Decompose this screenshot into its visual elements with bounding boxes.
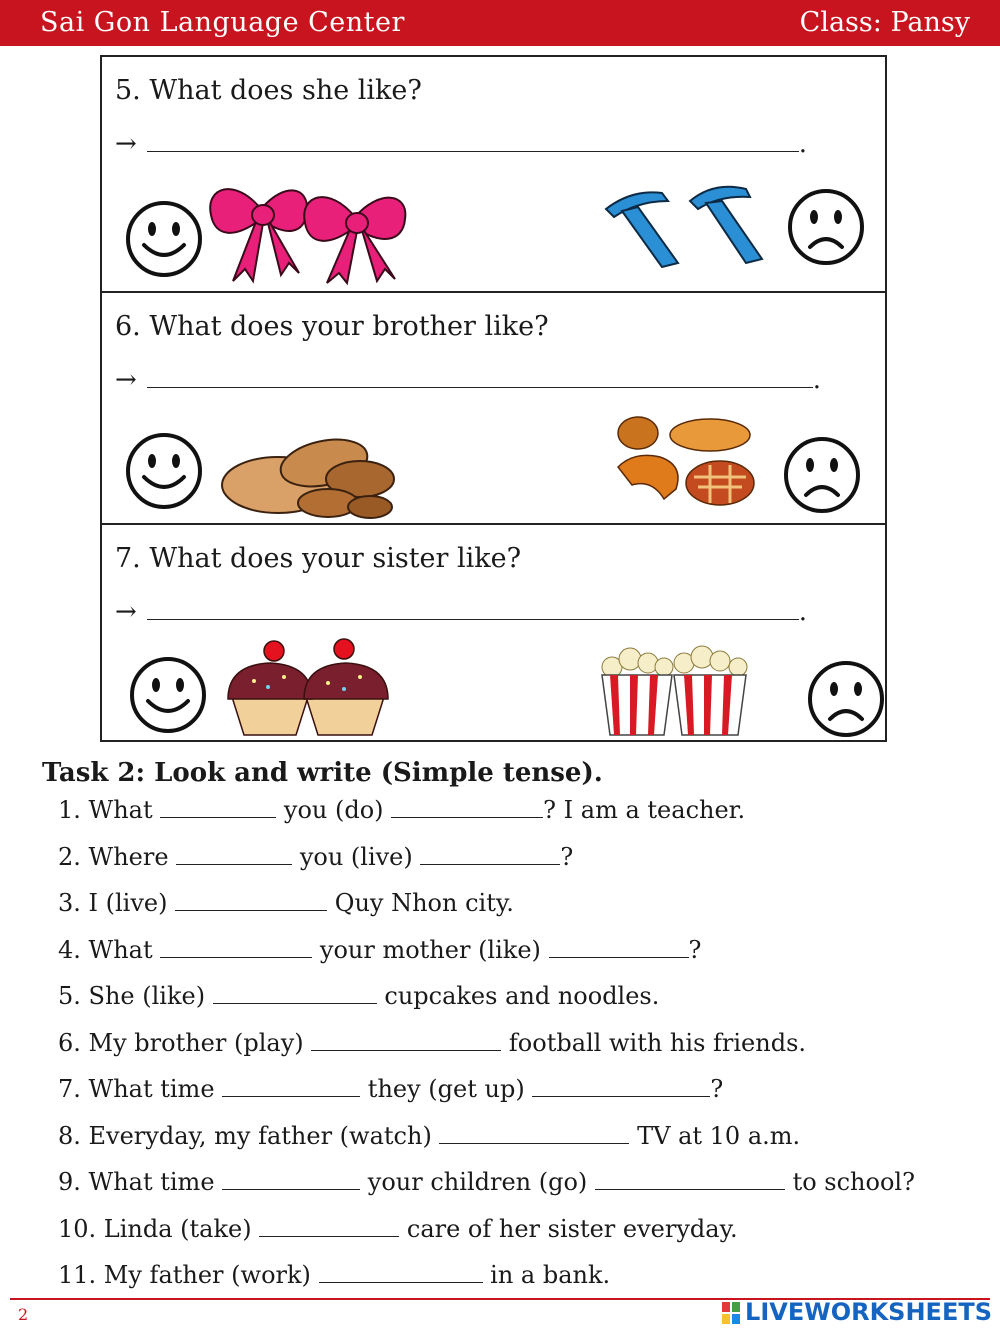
item-text: you (live)	[299, 843, 413, 871]
answer-blank[interactable]	[147, 129, 799, 152]
bow-icon	[205, 177, 413, 285]
liveworksheets-icon	[721, 1301, 741, 1325]
question-cell-5	[102, 57, 885, 291]
item-text: your children (go)	[367, 1168, 588, 1196]
page-number: 2	[18, 1305, 29, 1324]
cupcakes-icon	[224, 637, 392, 737]
item-text: care of her sister everyday.	[406, 1215, 738, 1243]
answer-blank[interactable]	[213, 985, 377, 1004]
answer-blank[interactable]	[147, 365, 813, 388]
item-text: they (get up)	[367, 1075, 525, 1103]
exercise-item-7	[58, 1075, 723, 1103]
answer-blank[interactable]	[176, 846, 292, 865]
item-text: TV at 10 a.m.	[637, 1122, 801, 1150]
question-text: 6. What does your brother like?	[115, 311, 549, 342]
item-text: 4. What	[58, 936, 153, 964]
answer-blank[interactable]	[549, 939, 689, 958]
question-text: 7. What does your sister like?	[115, 543, 522, 574]
header-bar	[0, 0, 1000, 46]
answer-blank[interactable]	[259, 1218, 399, 1237]
item-text: 5. She (like)	[58, 982, 206, 1010]
exercise-item-8	[58, 1122, 800, 1150]
question-cell-7	[102, 523, 885, 740]
sad-face-icon	[782, 435, 862, 515]
item-text: 6. My brother (play)	[58, 1029, 304, 1057]
answer-blank[interactable]	[391, 799, 543, 818]
answer-blank[interactable]	[147, 597, 799, 620]
exercise-item-3	[58, 889, 514, 917]
exercise-item-9	[58, 1168, 915, 1196]
item-text: ?	[688, 936, 702, 964]
question-cell-6	[102, 291, 885, 523]
item-text: to school?	[792, 1168, 915, 1196]
exercise-item-6	[58, 1029, 806, 1057]
item-text: 2. Where	[58, 843, 169, 871]
answer-blank[interactable]	[222, 1078, 360, 1097]
answer-line	[115, 129, 807, 159]
period: .	[798, 129, 808, 159]
almonds-icon	[220, 429, 400, 521]
answer-blank[interactable]	[160, 939, 312, 958]
brand-text: LIVEWORKSHEETS	[745, 1298, 992, 1326]
item-text: you (do)	[283, 796, 384, 824]
smiley-face-icon	[128, 655, 208, 735]
answer-blank[interactable]	[532, 1078, 710, 1097]
popcorn-icon	[598, 645, 750, 737]
item-text: 9. What time	[58, 1168, 215, 1196]
item-text: 10. Linda (take)	[58, 1215, 252, 1243]
exercise-item-1	[58, 796, 745, 824]
answer-blank[interactable]	[222, 1171, 360, 1190]
smiley-face-icon	[124, 199, 204, 279]
item-text: Quy Nhon city.	[334, 889, 514, 917]
item-text: 1. What	[58, 796, 153, 824]
smiley-face-icon	[124, 431, 204, 511]
arrow-icon: →	[115, 365, 137, 395]
answer-blank[interactable]	[595, 1171, 785, 1190]
sad-face-icon	[786, 187, 866, 267]
arrow-icon: →	[115, 597, 137, 627]
answer-blank[interactable]	[175, 892, 327, 911]
liveworksheets-logo[interactable]	[721, 1298, 992, 1326]
class-name: Class: Pansy	[799, 7, 970, 38]
item-text: 3. I (live)	[58, 889, 168, 917]
tie-icon	[602, 181, 774, 271]
school-name: Sai Gon Language Center	[40, 7, 405, 38]
item-text: 8. Everyday, my father (watch)	[58, 1122, 432, 1150]
item-text: ?	[560, 843, 574, 871]
period: .	[798, 597, 808, 627]
answer-blank[interactable]	[160, 799, 276, 818]
item-text: ?	[710, 1075, 724, 1103]
answer-blank[interactable]	[420, 846, 560, 865]
item-text: ? I am a teacher.	[543, 796, 746, 824]
answer-line	[115, 597, 807, 627]
item-text: 7. What time	[58, 1075, 215, 1103]
task-2-title: Task 2: Look and write (Simple tense).	[42, 758, 603, 788]
arrow-icon: →	[115, 129, 137, 159]
sad-face-icon	[806, 659, 886, 739]
item-text: in a bank.	[490, 1261, 611, 1289]
exercise-item-4	[58, 936, 701, 964]
answer-blank[interactable]	[311, 1032, 501, 1051]
period: .	[812, 365, 822, 395]
exercise-item-10	[58, 1215, 738, 1243]
answer-blank[interactable]	[319, 1264, 483, 1283]
answer-line	[115, 365, 821, 395]
item-text: cupcakes and noodles.	[384, 982, 660, 1010]
exercise-item-11	[58, 1261, 610, 1289]
question-text: 5. What does she like?	[115, 75, 422, 106]
item-text: 11. My father (work)	[58, 1261, 311, 1289]
answer-blank[interactable]	[439, 1125, 629, 1144]
exercise-item-5	[58, 982, 659, 1010]
picture-question-table	[100, 55, 887, 742]
exercise-item-2	[58, 843, 573, 871]
item-text: your mother (like)	[319, 936, 541, 964]
pastries-icon	[614, 413, 764, 509]
item-text: football with his friends.	[508, 1029, 807, 1057]
